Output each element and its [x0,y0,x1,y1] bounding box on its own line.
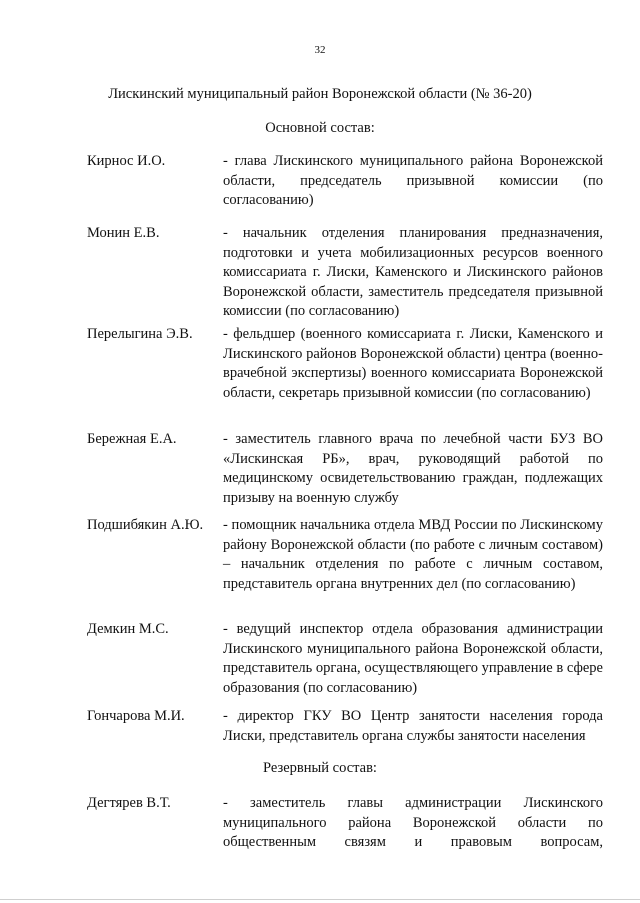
member-name: Бережная Е.А. [87,431,177,447]
page-bottom-edge [0,899,640,900]
main-section-title: Основной состав: [265,120,375,136]
member-entry-perelygina [87,325,603,403]
member-entry-podshibyakin [87,516,603,594]
member-role: - заместитель главы администрации Лискинского муниципального района Воронежской области по общественным связям и правовым вопросам, [223,795,603,850]
member-entry-demkin [87,620,603,698]
member-name: Гончарова М.И. [87,708,185,724]
member-entry-monin [87,224,603,322]
page-number: 32 [314,44,326,56]
member-entry-kirnos [87,152,603,211]
member-name: Монин Е.В. [87,225,160,241]
member-role: - фельдшер (военного комиссариата г. Лиски, Каменского и Лискинского районов Воронежской области) центра (военно-врачебной экспертизы) военного комиссариата Воронежской области, секретарь призывной комиссии (по согласованию) [223,326,603,401]
document-heading: Лискинский муниципальный район Воронежской области (№ 36-20) [108,86,532,102]
member-name: Перелыгина Э.В. [87,326,193,342]
member-name: Подшибякин А.Ю. [87,517,204,533]
member-entry-berezhnaya [87,430,603,508]
member-entry-goncharova [87,707,603,746]
member-role: - помощник начальника отдела МВД России по Лискинскому району Воронежской области (по работе с личным составом) – начальник отделения по работе с личным составом, представитель органа внутренних дел (по согласованию) [223,517,603,592]
member-entry-degtyarev [87,794,603,853]
member-name: Кирнос И.О. [87,153,166,169]
reserve-section-title: Резервный состав: [263,760,377,776]
member-role: - глава Лискинского муниципального района Воронежской области, председатель призывной комиссии (по согласованию) [223,153,603,208]
member-role: - начальник отделения планирования предназначения, подготовки и учета мобилизационных ресурсов военного комиссариата г. Лиски, Каменского и Лискинского районов Воронежской области, заместитель председателя призывной комиссии (по согласованию) [223,225,603,319]
member-role: - заместитель главного врача по лечебной части БУЗ ВО «Лискинская РБ», врач, руководящий работой по медицинскому освидетельствованию граждан, подлежащих призыву на военную службу [223,431,603,506]
member-role: - директор ГКУ ВО Центр занятости населения города Лиски, представитель органа службы занятости населения [223,708,603,744]
member-role: - ведущий инспектор отдела образования администрации Лискинского муниципального района Воронежской области, представитель органа, осуществляющего управление в сфере образования (по согласованию) [223,621,603,696]
member-name: Демкин М.С. [87,621,169,637]
member-name: Дегтярев В.Т. [87,795,171,811]
